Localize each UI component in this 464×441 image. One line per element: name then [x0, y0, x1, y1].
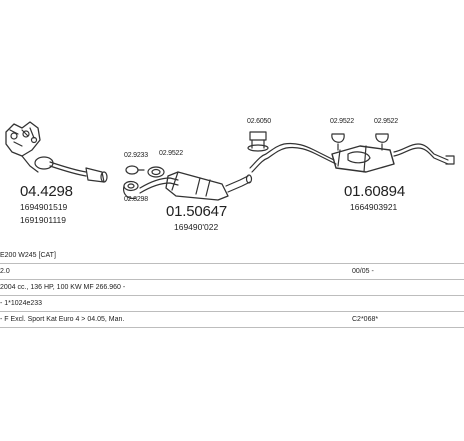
- part-code-3: 01.60894: [344, 183, 405, 200]
- part-ref-3a: 1664903921: [350, 202, 398, 212]
- part-ref-1a: 1694901519: [20, 202, 68, 212]
- fitting-code-6: 02.9522: [374, 118, 398, 125]
- info-row: [0, 248, 464, 264]
- fitting-code-4: 02.6050: [247, 118, 271, 125]
- manifold-catalyst-part: [6, 122, 107, 182]
- info-model: E200 W245 [CAT]: [0, 252, 56, 259]
- info-row: [0, 312, 464, 328]
- gasket-fittings-right: [248, 132, 388, 151]
- fitting-code-3: 02.8298: [124, 196, 148, 203]
- info-specs: 2004 cc., 136 HP, 100 KW MF 266.960 -: [0, 284, 126, 291]
- info-row: [0, 264, 464, 280]
- info-code: C2*068*: [352, 316, 379, 323]
- info-row: [0, 296, 464, 312]
- info-condition: - F Excl. Sport Kat Euro 4 > 04.05, Man.: [0, 316, 125, 323]
- part-code-2: 01.50647: [166, 203, 227, 220]
- info-date: 00/05 -: [352, 268, 374, 275]
- part-ref-1b: 1691901119: [20, 215, 67, 225]
- info-row: [0, 280, 464, 296]
- gasket-fittings-left: [124, 166, 164, 198]
- fitting-code-1: 02.9233: [124, 152, 148, 159]
- fitting-code-5: 02.9522: [330, 118, 354, 125]
- rear-silencer-part: [250, 143, 454, 172]
- fitting-code-2: 02.9522: [159, 150, 183, 157]
- part-ref-2a: 169490'022: [174, 222, 219, 232]
- part-code-1: 04.4298: [20, 183, 73, 200]
- info-engine: 2.0: [0, 268, 10, 275]
- front-silencer-part: [140, 172, 252, 200]
- info-note: - 1*1024e233: [0, 300, 43, 307]
